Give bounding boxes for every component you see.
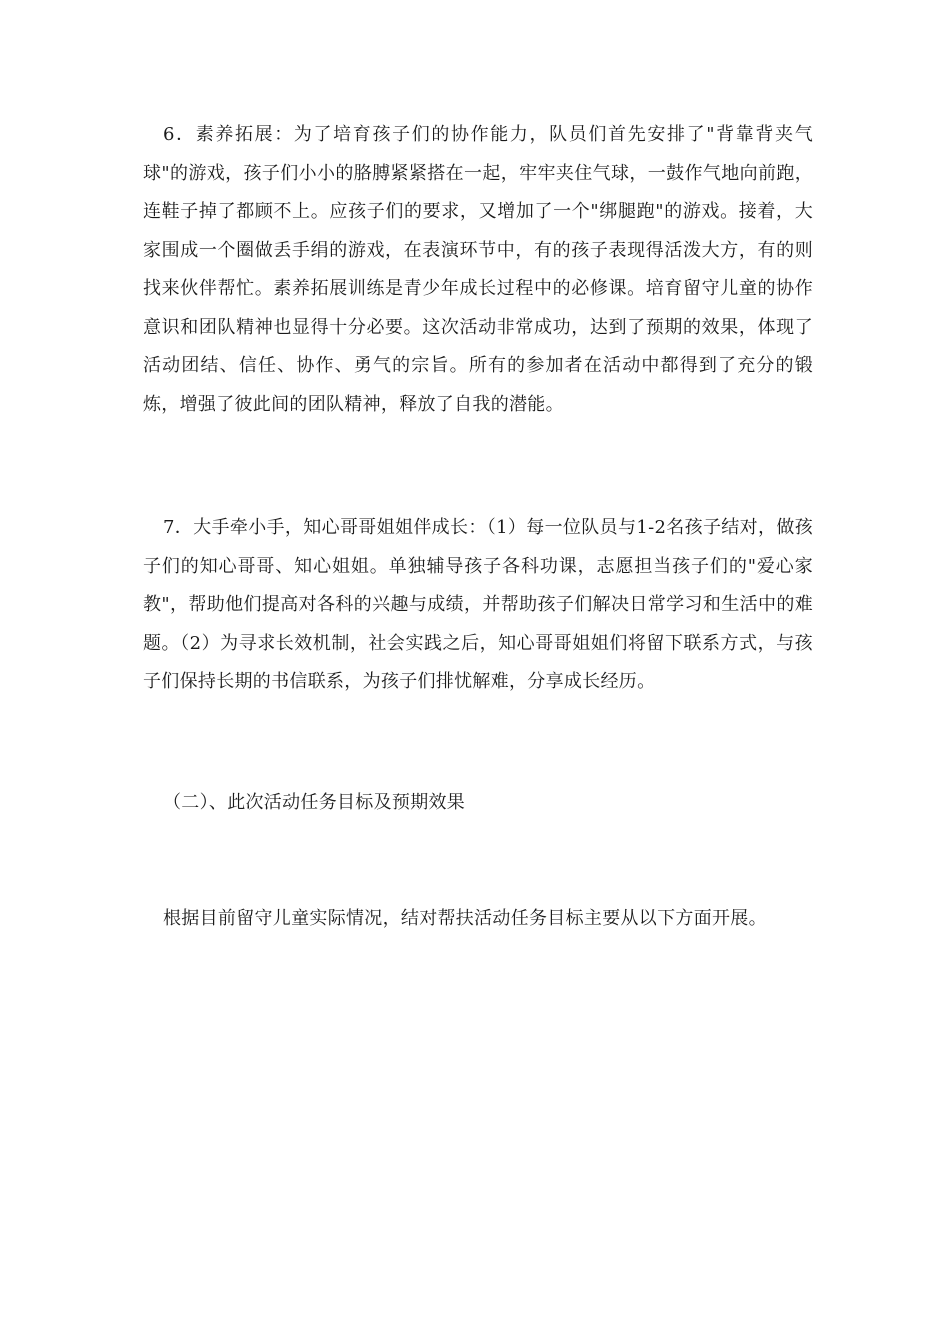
document-body — [143, 116, 813, 939]
section-heading: （二）、此次活动任务目标及预期效果 — [163, 791, 466, 813]
paragraph-quality-expansion: 6．素养拓展：为了培育孩子们的协作能力，队员们首先安排了"背靠背夹气球"的游戏，孩子们小小的胳膊紧紧搭在一起，牢牢夹住气球，一鼓作气地向前跑，连鞋子掉了都顾不上。应孩子们的要求，又增加了一个"绑腿跑"的游戏。接着，大家围成一个圈做丢手绢的游戏，在表演环节中，有的孩子表现得活泼大方，有的则找来伙伴帮忙。素养拓展训练是青少年成长过程中的必修课。培育留守儿童的协作意识和团队精神也显得十分必要。这次活动非常成功，达到了预期的效果，体现了活动团结、信任、协作、勇气的宗旨。所有的参加者在活动中都得到了充分的锻炼，增强了彼此间的团队精神，释放了自我的潜能。 — [143, 124, 813, 415]
paragraph-closing: 根据目前留守儿童实际情况，结对帮扶活动任务目标主要从以下方面开展。 — [163, 908, 767, 929]
paragraph-mentoring: 7．大手牵小手，知心哥哥姐姐伴成长：（1）每一位队员与1-2名孩子结对，做孩子们的知心哥哥、知心姐姐。单独辅导孩子各科功课，志愿担当孩子们的"爱心家教"，帮助他们提高对各科的兴趣与成绩，并帮助孩子们解决日常学习和生活中的难题。（2）为寻求长效机制，社会实践之后，知心哥哥姐姐们将留下联系方式，与孩子们保持长期的书信联系，为孩子们排忧解难，分享成长经历。 — [143, 517, 813, 692]
